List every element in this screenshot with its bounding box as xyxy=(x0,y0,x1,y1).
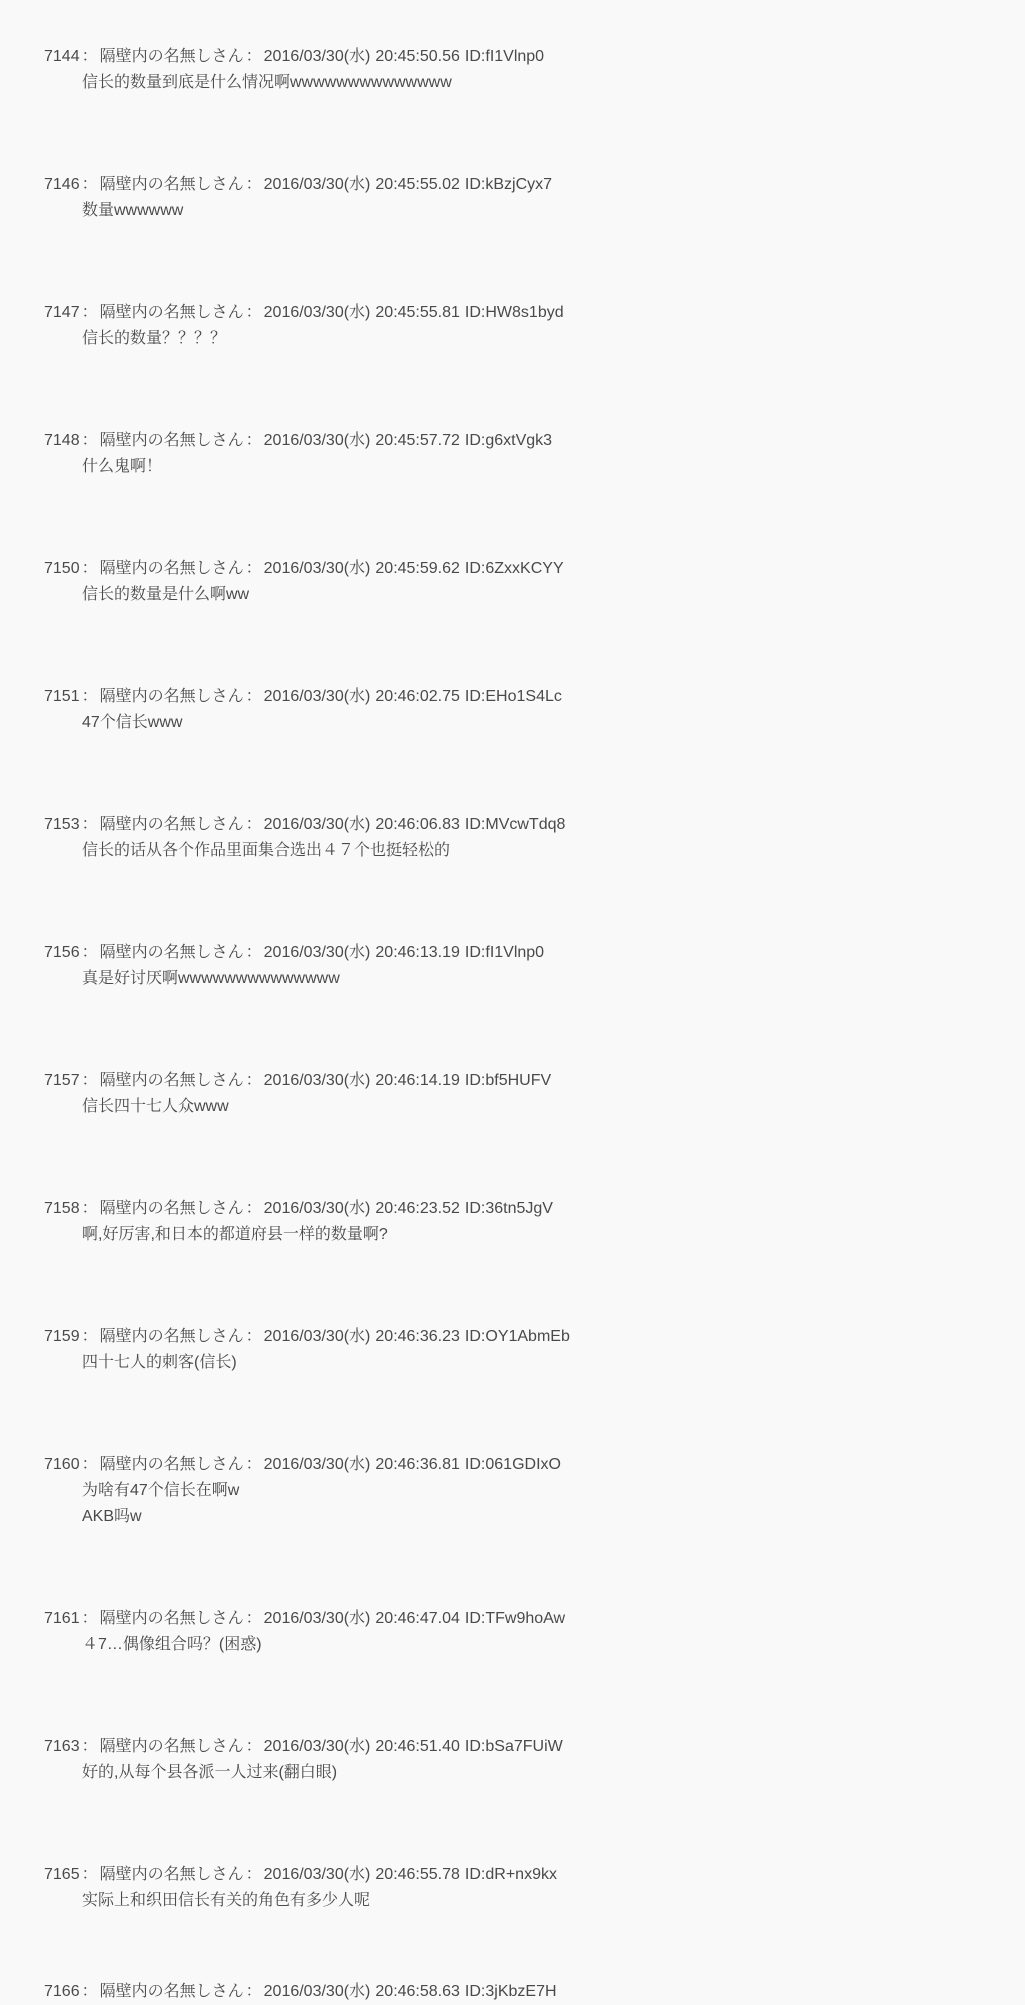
post-date: 2016/03/30(水) xyxy=(263,1983,371,2000)
post-header xyxy=(44,1324,1025,1350)
header-separator: ： xyxy=(245,1866,262,1883)
post-user-id: ID:HW8s1byd xyxy=(464,304,564,321)
post-number: 7165 xyxy=(44,1866,80,1883)
post-content-line: 什么鬼啊！ xyxy=(82,458,163,475)
post-number: 7147 xyxy=(44,304,80,321)
post-content-line: ４7…偶像组合吗？(困惑) xyxy=(82,1636,262,1653)
post-author-name: 隔壁内の名無しさん xyxy=(99,944,244,961)
header-separator: ： xyxy=(245,1610,262,1627)
post-time: 20:46:06.83 xyxy=(375,816,460,833)
header-separator: ： xyxy=(81,816,98,833)
post-user-id: ID:36tn5JgV xyxy=(464,1200,553,1217)
header-separator: ： xyxy=(245,1328,262,1345)
post-content-line: 啊,好厉害,和日本的都道府县一样的数量啊? xyxy=(82,1226,388,1243)
post-time: 20:45:57.72 xyxy=(375,432,460,449)
post-date: 2016/03/30(水) xyxy=(263,1200,371,1217)
post-user-id: ID:dR+nx9kx xyxy=(464,1866,557,1883)
post-header xyxy=(44,44,1025,70)
post-header xyxy=(44,1862,1025,1888)
header-separator: ： xyxy=(81,688,98,705)
post-date: 2016/03/30(水) xyxy=(263,48,371,65)
post-number: 7156 xyxy=(44,944,80,961)
post-user-id: ID:EHo1S4Lc xyxy=(464,688,562,705)
header-separator: ： xyxy=(245,944,262,961)
post-header xyxy=(44,1196,1025,1222)
post-user-id: ID:bSa7FUiW xyxy=(464,1738,563,1755)
forum-post xyxy=(44,300,1025,352)
post-number: 7160 xyxy=(44,1456,80,1473)
post-date: 2016/03/30(水) xyxy=(263,816,371,833)
post-header xyxy=(44,1452,1025,1478)
post-author-name: 隔壁内の名無しさん xyxy=(99,304,244,321)
post-date: 2016/03/30(水) xyxy=(263,688,371,705)
post-content-line: 实际上和织田信长有关的角色有多少人呢 xyxy=(82,1892,371,1909)
post-content-line: 信长的话从各个作品里面集合选出４７个也挺轻松的 xyxy=(82,842,451,859)
post-content-line: 信长的数量到底是什么情况啊wwwwwwwwwwwwww xyxy=(82,74,452,91)
post-author-name: 隔壁内の名無しさん xyxy=(99,48,244,65)
post-body xyxy=(44,582,1025,608)
post-time: 20:45:55.81 xyxy=(375,304,460,321)
post-body xyxy=(44,1888,1025,1914)
post-user-id: ID:061GDIxO xyxy=(464,1456,561,1473)
post-time: 20:46:47.04 xyxy=(375,1610,460,1627)
post-author-name: 隔壁内の名無しさん xyxy=(99,1072,244,1089)
header-separator: ： xyxy=(245,1983,262,2000)
forum-post xyxy=(44,428,1025,480)
post-content-line: AKB吗w xyxy=(82,1508,142,1525)
post-number: 7150 xyxy=(44,560,80,577)
header-separator: ： xyxy=(245,176,262,193)
header-separator: ： xyxy=(245,1200,262,1217)
header-separator: ： xyxy=(81,1983,98,2000)
post-content-line: 四十七人的刺客(信长) xyxy=(82,1354,237,1371)
post-user-id: ID:OY1AbmEb xyxy=(464,1328,570,1345)
post-header xyxy=(44,556,1025,582)
post-content-line: 真是好讨厌啊wwwwwwwwwwwwww xyxy=(82,970,340,987)
post-header xyxy=(44,684,1025,710)
post-header xyxy=(44,812,1025,838)
post-time: 20:46:23.52 xyxy=(375,1200,460,1217)
header-separator: ： xyxy=(245,432,262,449)
post-user-id: ID:kBzjCyx7 xyxy=(464,176,553,193)
post-body xyxy=(44,1350,1025,1376)
post-header xyxy=(44,1734,1025,1760)
post-number: 7157 xyxy=(44,1072,80,1089)
header-separator: ： xyxy=(81,48,98,65)
post-header xyxy=(44,428,1025,454)
post-body xyxy=(44,70,1025,96)
header-separator: ： xyxy=(81,1738,98,1755)
header-separator: ： xyxy=(245,816,262,833)
header-separator: ： xyxy=(81,1200,98,1217)
header-separator: ： xyxy=(245,1738,262,1755)
header-separator: ： xyxy=(245,1072,262,1089)
header-separator: ： xyxy=(245,560,262,577)
forum-post xyxy=(44,1734,1025,1786)
header-separator: ： xyxy=(245,1456,262,1473)
post-content-line: 信长的数量是什么啊ww xyxy=(82,586,250,603)
post-time: 20:46:58.63 xyxy=(375,1983,460,2000)
post-header xyxy=(44,172,1025,198)
post-date: 2016/03/30(水) xyxy=(263,1610,371,1627)
post-content-line: 好的,从每个县各派一人过来(翻白眼) xyxy=(82,1764,338,1781)
post-user-id: ID:3jKbzE7H xyxy=(464,1983,557,2000)
post-content-line: 信长的数量？？？？ xyxy=(82,330,227,347)
post-number: 7159 xyxy=(44,1328,80,1345)
post-time: 20:46:13.19 xyxy=(375,944,460,961)
post-user-id: ID:fI1Vlnp0 xyxy=(464,944,545,961)
post-date: 2016/03/30(水) xyxy=(263,560,371,577)
post-date: 2016/03/30(水) xyxy=(263,1072,371,1089)
post-author-name: 隔壁内の名無しさん xyxy=(99,1328,244,1345)
header-separator: ： xyxy=(81,432,98,449)
post-body xyxy=(44,1094,1025,1120)
forum-post xyxy=(44,1606,1025,1658)
post-date: 2016/03/30(水) xyxy=(263,1456,371,1473)
post-content-line: 信长四十七人众www xyxy=(82,1098,229,1115)
post-body xyxy=(44,838,1025,864)
post-date: 2016/03/30(水) xyxy=(263,176,371,193)
post-date: 2016/03/30(水) xyxy=(263,944,371,961)
post-body xyxy=(44,966,1025,992)
post-body xyxy=(44,326,1025,352)
forum-post xyxy=(44,556,1025,608)
post-body xyxy=(44,1222,1025,1248)
post-date: 2016/03/30(水) xyxy=(263,1328,371,1345)
header-separator: ： xyxy=(81,944,98,961)
forum-post xyxy=(44,1196,1025,1248)
post-user-id: ID:MVcwTdq8 xyxy=(464,816,566,833)
post-time: 20:46:36.23 xyxy=(375,1328,460,1345)
post-date: 2016/03/30(水) xyxy=(263,1866,371,1883)
header-separator: ： xyxy=(81,176,98,193)
header-separator: ： xyxy=(81,1456,98,1473)
post-header xyxy=(44,1606,1025,1632)
post-number: 7153 xyxy=(44,816,80,833)
post-author-name: 隔壁内の名無しさん xyxy=(99,1738,244,1755)
post-date: 2016/03/30(水) xyxy=(263,304,371,321)
forum-post xyxy=(44,812,1025,864)
post-author-name: 隔壁内の名無しさん xyxy=(99,432,244,449)
post-time: 20:45:55.02 xyxy=(375,176,460,193)
post-header xyxy=(44,1979,1025,2005)
post-body xyxy=(44,710,1025,736)
header-separator: ： xyxy=(81,1328,98,1345)
post-number: 7146 xyxy=(44,176,80,193)
post-date: 2016/03/30(水) xyxy=(263,1738,371,1755)
post-content-line: 数量wwwwww xyxy=(82,202,184,219)
header-separator: ： xyxy=(245,688,262,705)
post-time: 20:46:14.19 xyxy=(375,1072,460,1089)
post-time: 20:45:59.62 xyxy=(375,560,460,577)
post-user-id: ID:g6xtVgk3 xyxy=(464,432,553,449)
post-number: 7161 xyxy=(44,1610,80,1627)
post-author-name: 隔壁内の名無しさん xyxy=(99,816,244,833)
post-time: 20:46:36.81 xyxy=(375,1456,460,1473)
post-body xyxy=(44,1632,1025,1658)
post-number: 7151 xyxy=(44,688,80,705)
post-time: 20:46:51.40 xyxy=(375,1738,460,1755)
post-body xyxy=(44,198,1025,224)
forum-post xyxy=(44,44,1025,96)
forum-post xyxy=(44,1324,1025,1376)
post-author-name: 隔壁内の名無しさん xyxy=(99,1610,244,1627)
post-header xyxy=(44,1068,1025,1094)
header-separator: ： xyxy=(81,560,98,577)
post-author-name: 隔壁内の名無しさん xyxy=(99,176,244,193)
post-content-line: 为啥有47个信长在啊w xyxy=(82,1482,240,1499)
post-time: 20:45:50.56 xyxy=(375,48,460,65)
post-author-name: 隔壁内の名無しさん xyxy=(99,1866,244,1883)
post-number: 7148 xyxy=(44,432,80,449)
post-body xyxy=(44,1478,1025,1530)
header-separator: ： xyxy=(81,304,98,321)
post-author-name: 隔壁内の名無しさん xyxy=(99,560,244,577)
post-number: 7144 xyxy=(44,48,80,65)
post-content-line: 47个信长www xyxy=(82,714,183,731)
post-body xyxy=(44,454,1025,480)
post-header xyxy=(44,940,1025,966)
header-separator: ： xyxy=(81,1866,98,1883)
post-user-id: ID:bf5HUFV xyxy=(464,1072,552,1089)
forum-post xyxy=(44,1068,1025,1120)
post-user-id: ID:6ZxxKCYY xyxy=(464,560,564,577)
post-author-name: 隔壁内の名無しさん xyxy=(99,1200,244,1217)
post-date: 2016/03/30(水) xyxy=(263,432,371,449)
post-time: 20:46:55.78 xyxy=(375,1866,460,1883)
post-user-id: ID:TFw9hoAw xyxy=(464,1610,566,1627)
forum-post xyxy=(44,940,1025,992)
header-separator: ： xyxy=(245,304,262,321)
forum-post xyxy=(44,684,1025,736)
header-separator: ： xyxy=(81,1072,98,1089)
post-time: 20:46:02.75 xyxy=(375,688,460,705)
post-number: 7158 xyxy=(44,1200,80,1217)
forum-post xyxy=(44,172,1025,224)
forum-post xyxy=(44,1979,1025,2005)
post-author-name: 隔壁内の名無しさん xyxy=(99,688,244,705)
header-separator: ： xyxy=(81,1610,98,1627)
post-number: 7163 xyxy=(44,1738,80,1755)
forum-post xyxy=(44,1452,1025,1530)
post-body xyxy=(44,1760,1025,1786)
post-author-name: 隔壁内の名無しさん xyxy=(99,1983,244,2000)
post-user-id: ID:fI1Vlnp0 xyxy=(464,48,545,65)
post-header xyxy=(44,300,1025,326)
forum-post xyxy=(44,1862,1025,1914)
post-number: 7166 xyxy=(44,1983,80,2000)
header-separator: ： xyxy=(245,48,262,65)
post-author-name: 隔壁内の名無しさん xyxy=(99,1456,244,1473)
